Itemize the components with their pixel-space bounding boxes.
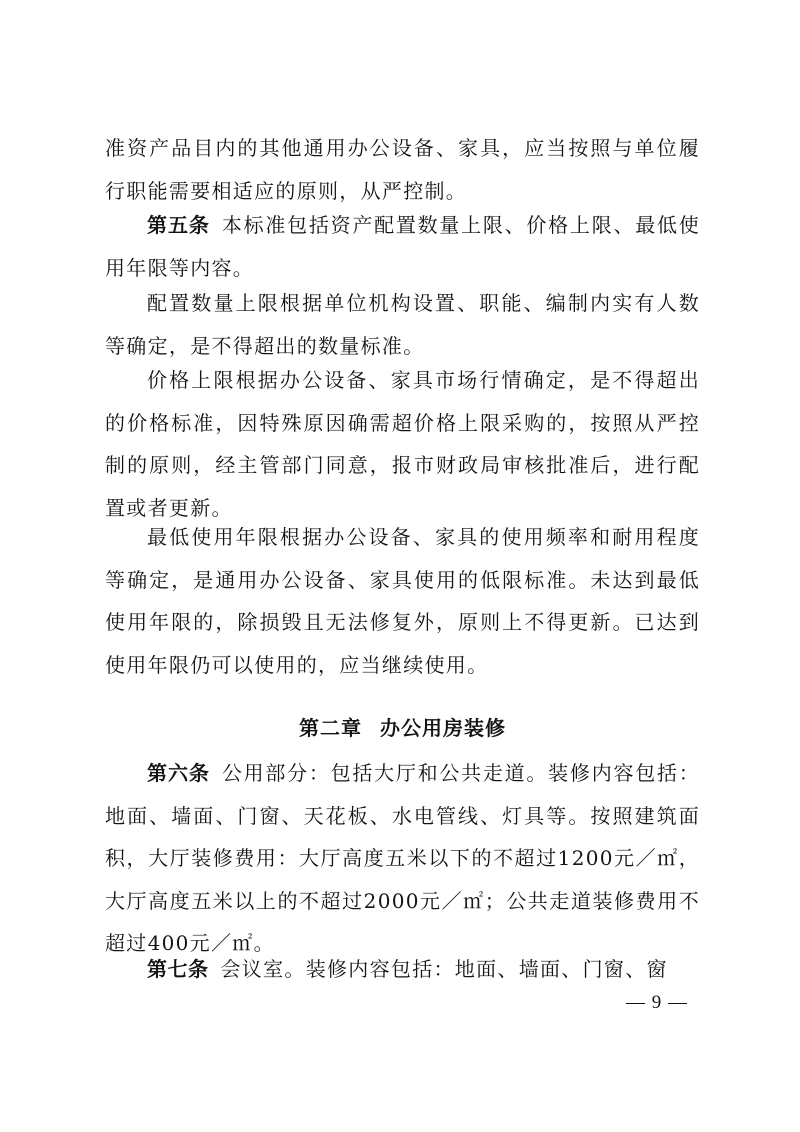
paragraph-text: 价格上限根据办公设备、家具市场行情确定，是不得超出的价格标准，因特殊原因确需超价格上限采购的，按照从严控制的原则，经主管部门同意，报市财政局审核批准后，进行配置或者更新。 xyxy=(105,368,700,520)
article-text: 公用部分：包括大厅和公共走道。装修内容包括：地面、墙面、门窗、天花板、水电管线、灯具等。按照建筑面积，大厅装修费用：大厅高度五米以下的不超过1200元／㎡，大厅高度五米以上的不超过2000元／㎡；公共走道装修费用不超过400元／㎡。 xyxy=(105,761,701,955)
article-6 xyxy=(105,752,700,965)
paragraph-service-life xyxy=(105,516,700,686)
paragraph-continuation xyxy=(105,127,700,212)
article-text: 会议室。装修内容包括：地面、墙面、门窗、窗 xyxy=(220,957,668,981)
article-heading: 第五条 xyxy=(147,213,210,237)
article-heading: 第六条 xyxy=(147,761,210,785)
paragraph-text: 最低使用年限根据办公设备、家具的使用频率和耐用程度等确定，是通用办公设备、家具使用的低限标准。未达到最低使用年限的，除损毁且无法修复外，原则上不得更新。已达到使用年限仍可以使用的，应当继续使用。 xyxy=(105,525,700,677)
article-5 xyxy=(105,204,700,289)
paragraph-text: 配置数量上限根据单位机构设置、职能、编制内实有人数等确定，是不得超出的数量标准。 xyxy=(105,291,700,358)
chapter-title: 办公用房装修 xyxy=(380,716,506,740)
paragraph-price-limit xyxy=(105,359,700,529)
chapter-heading xyxy=(105,712,700,741)
article-heading: 第七条 xyxy=(147,957,209,981)
chapter-number: 第二章 xyxy=(299,716,362,740)
article-text: 本标准包括资产配置数量上限、价格上限、最低使用年限等内容。 xyxy=(105,213,701,280)
paragraph-quantity-limit xyxy=(105,282,700,367)
page-number: — 9 — xyxy=(626,992,688,1013)
paragraph-text: 准资产品目内的其他通用办公设备、家具，应当按照与单位履行职能需要相适应的原则，从严控制。 xyxy=(105,136,700,203)
article-7 xyxy=(105,948,700,991)
